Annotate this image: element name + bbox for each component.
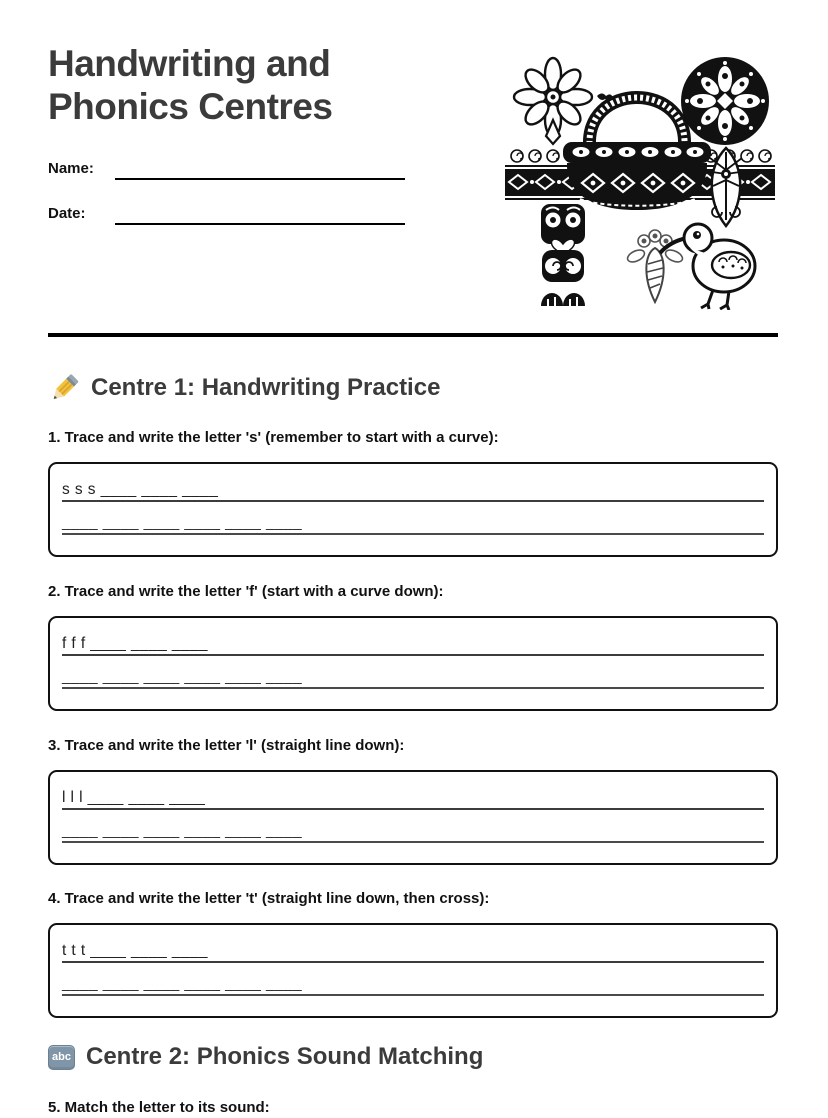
exercise-1-prompt: 1. Trace and write the letter 's' (remember to start with a curve): xyxy=(48,429,499,446)
exercise-2-prompt: 2. Trace and write the letter 'f' (start with a curve down): xyxy=(48,583,444,600)
date-label: Date: xyxy=(48,205,86,222)
name-field xyxy=(48,158,405,180)
name-label: Name: xyxy=(48,160,94,177)
trace-line[interactable]: f f f ____ ____ ____ xyxy=(62,618,764,656)
exercise-3-trace-box[interactable] xyxy=(48,770,778,865)
write-line[interactable]: ____ ____ ____ ____ ____ ____ xyxy=(62,810,764,843)
trace-line[interactable]: l l l ____ ____ ____ xyxy=(62,772,764,810)
exercise-5-prompt: 5. Match the letter to its sound: xyxy=(48,1099,270,1116)
abc-icon: abc xyxy=(48,1045,75,1070)
write-line[interactable]: ____ ____ ____ ____ ____ ____ xyxy=(62,502,764,535)
exercise-1-trace-box[interactable] xyxy=(48,462,778,557)
write-line[interactable]: ____ ____ ____ ____ ____ ____ xyxy=(62,656,764,689)
exercise-2-trace-box[interactable] xyxy=(48,616,778,711)
page-title: Handwriting and Phonics Centres xyxy=(48,43,333,128)
exercise-4-trace-box[interactable] xyxy=(48,923,778,1018)
exercise-3-prompt: 3. Trace and write the letter 'l' (straight line down): xyxy=(48,737,405,754)
kiwi-bird-motif xyxy=(660,224,755,310)
centre-1-heading xyxy=(48,372,440,404)
sprout-curl xyxy=(597,94,613,101)
centre-2-heading xyxy=(48,1043,483,1071)
date-field xyxy=(48,203,405,225)
exercise-4-prompt: 4. Trace and write the letter 't' (straight line down, then cross): xyxy=(48,890,490,907)
trace-line[interactable]: t t t ____ ____ ____ xyxy=(62,925,764,963)
centre-1-heading-text: Centre 1: Handwriting Practice xyxy=(91,374,441,401)
centre-2-heading-text: Centre 2: Phonics Sound Matching xyxy=(86,1043,484,1070)
flower-motif xyxy=(514,58,613,144)
name-write-line[interactable] xyxy=(115,158,405,180)
date-write-line[interactable] xyxy=(115,203,405,225)
pencil-icon xyxy=(48,372,80,404)
maori-clipart-illustration xyxy=(505,52,775,310)
tiki-motif xyxy=(541,204,585,306)
koru-medallion-motif xyxy=(681,57,769,145)
section-divider xyxy=(48,333,778,337)
trace-line[interactable]: s s s ____ ____ ____ xyxy=(62,464,764,502)
write-line[interactable]: ____ ____ ____ ____ ____ ____ xyxy=(62,963,764,996)
